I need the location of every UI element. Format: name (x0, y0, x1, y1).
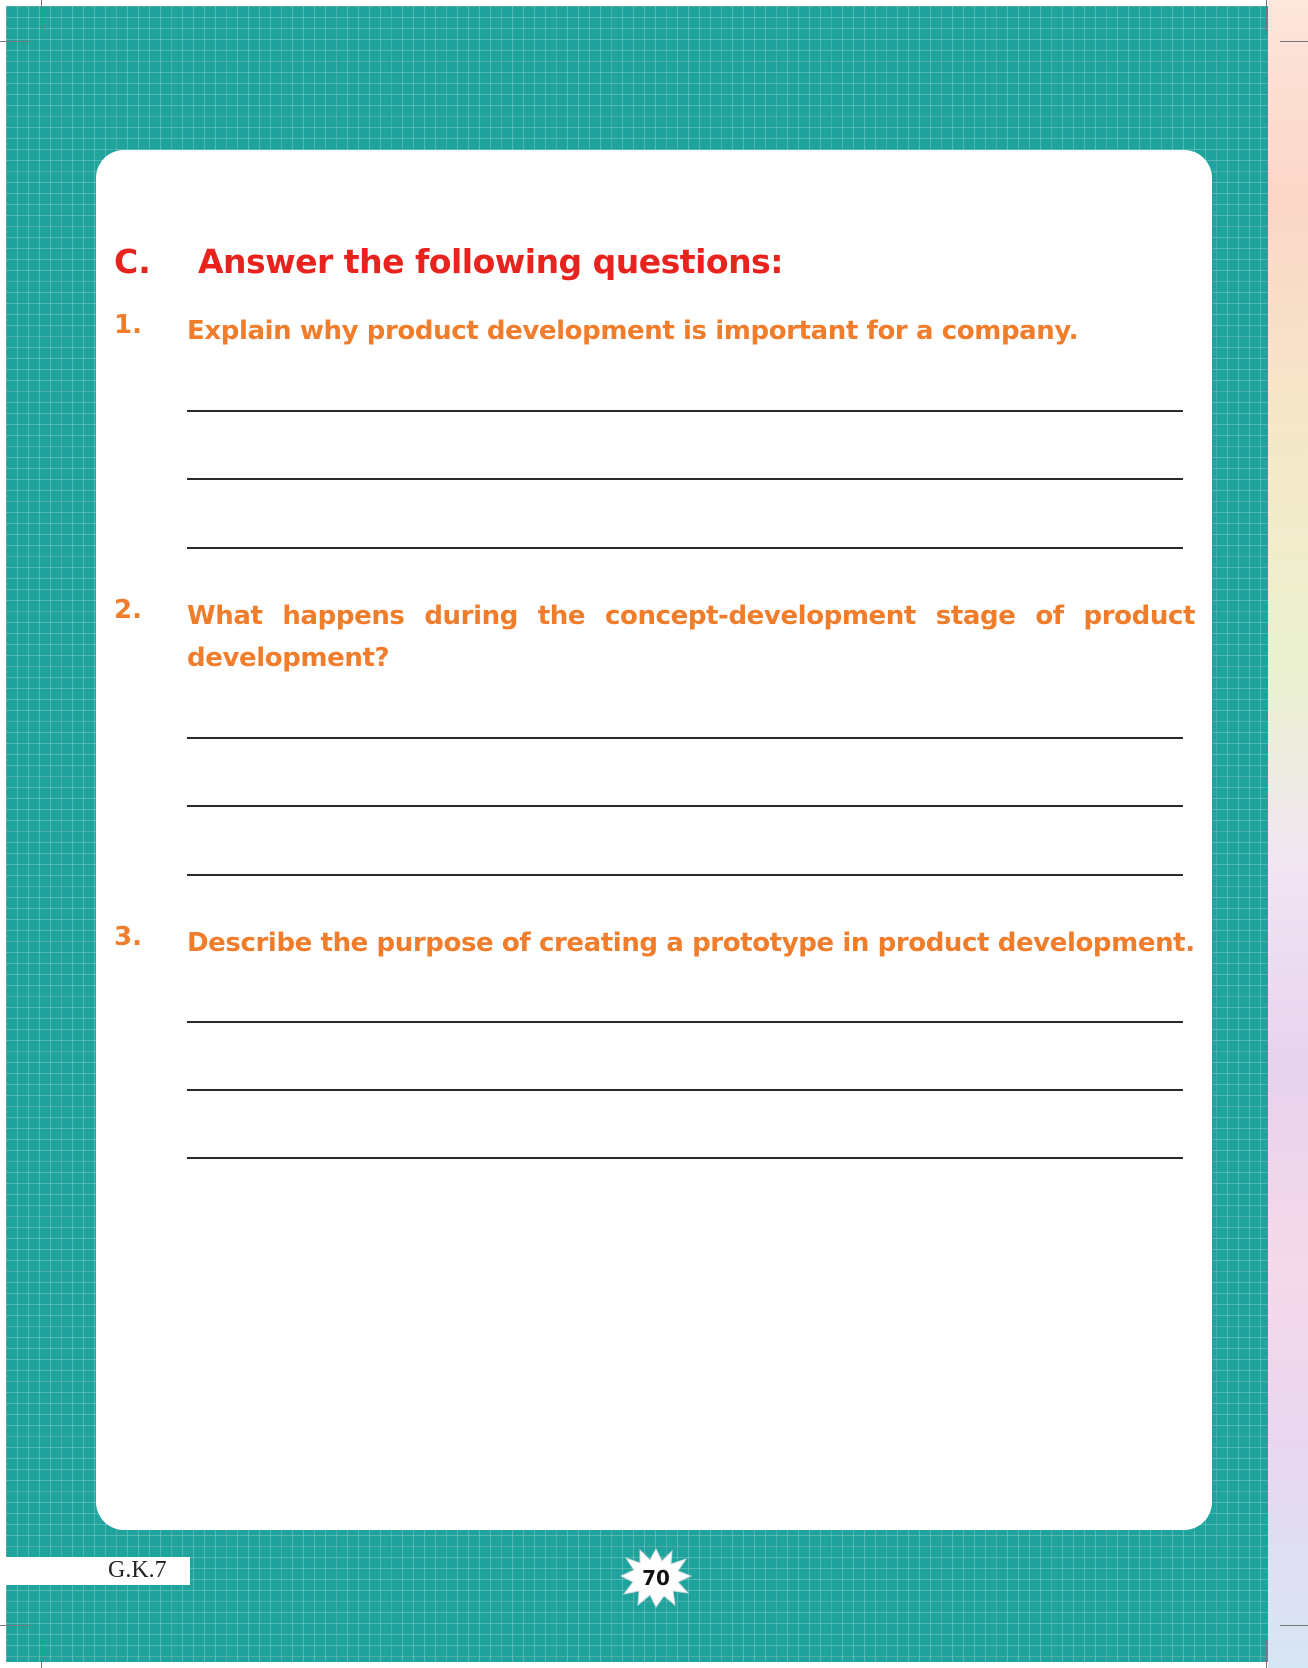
answer-line[interactable] (187, 737, 1183, 739)
crop-mark (0, 41, 30, 42)
crop-mark (41, 0, 42, 30)
question-1-text: Explain why product development is important for a company. (187, 316, 1079, 346)
crop-mark (1266, 0, 1267, 30)
section-letter: C. (114, 242, 151, 281)
answer-line[interactable] (187, 1157, 1183, 1159)
answer-line[interactable] (187, 1021, 1183, 1023)
crop-mark (1280, 41, 1308, 42)
answer-line[interactable] (187, 805, 1183, 807)
content-card (96, 150, 1212, 1530)
question-3-number: 3. (114, 922, 142, 952)
answer-line[interactable] (187, 874, 1183, 876)
page-number: 70 (642, 1566, 670, 1590)
book-code: G.K.7 (108, 1557, 167, 1583)
crop-mark (1266, 1640, 1267, 1668)
question-2-number: 2. (114, 595, 142, 625)
crop-mark (41, 1640, 42, 1668)
answer-line[interactable] (187, 410, 1183, 412)
answer-line[interactable] (187, 478, 1183, 480)
answer-line[interactable] (187, 547, 1183, 549)
question-2-text: What happens during the concept-development stage of product development? (187, 601, 1195, 673)
watercolor-edge-strip (1268, 0, 1308, 1668)
crop-mark (1280, 1625, 1308, 1626)
question-1-number: 1. (114, 310, 142, 340)
page-number-badge (620, 1547, 692, 1609)
question-3-text: Describe the purpose of creating a prototype in product development. (187, 928, 1195, 958)
section-title: Answer the following questions: (198, 242, 783, 281)
answer-line[interactable] (187, 1089, 1183, 1091)
crop-mark (0, 1625, 30, 1626)
